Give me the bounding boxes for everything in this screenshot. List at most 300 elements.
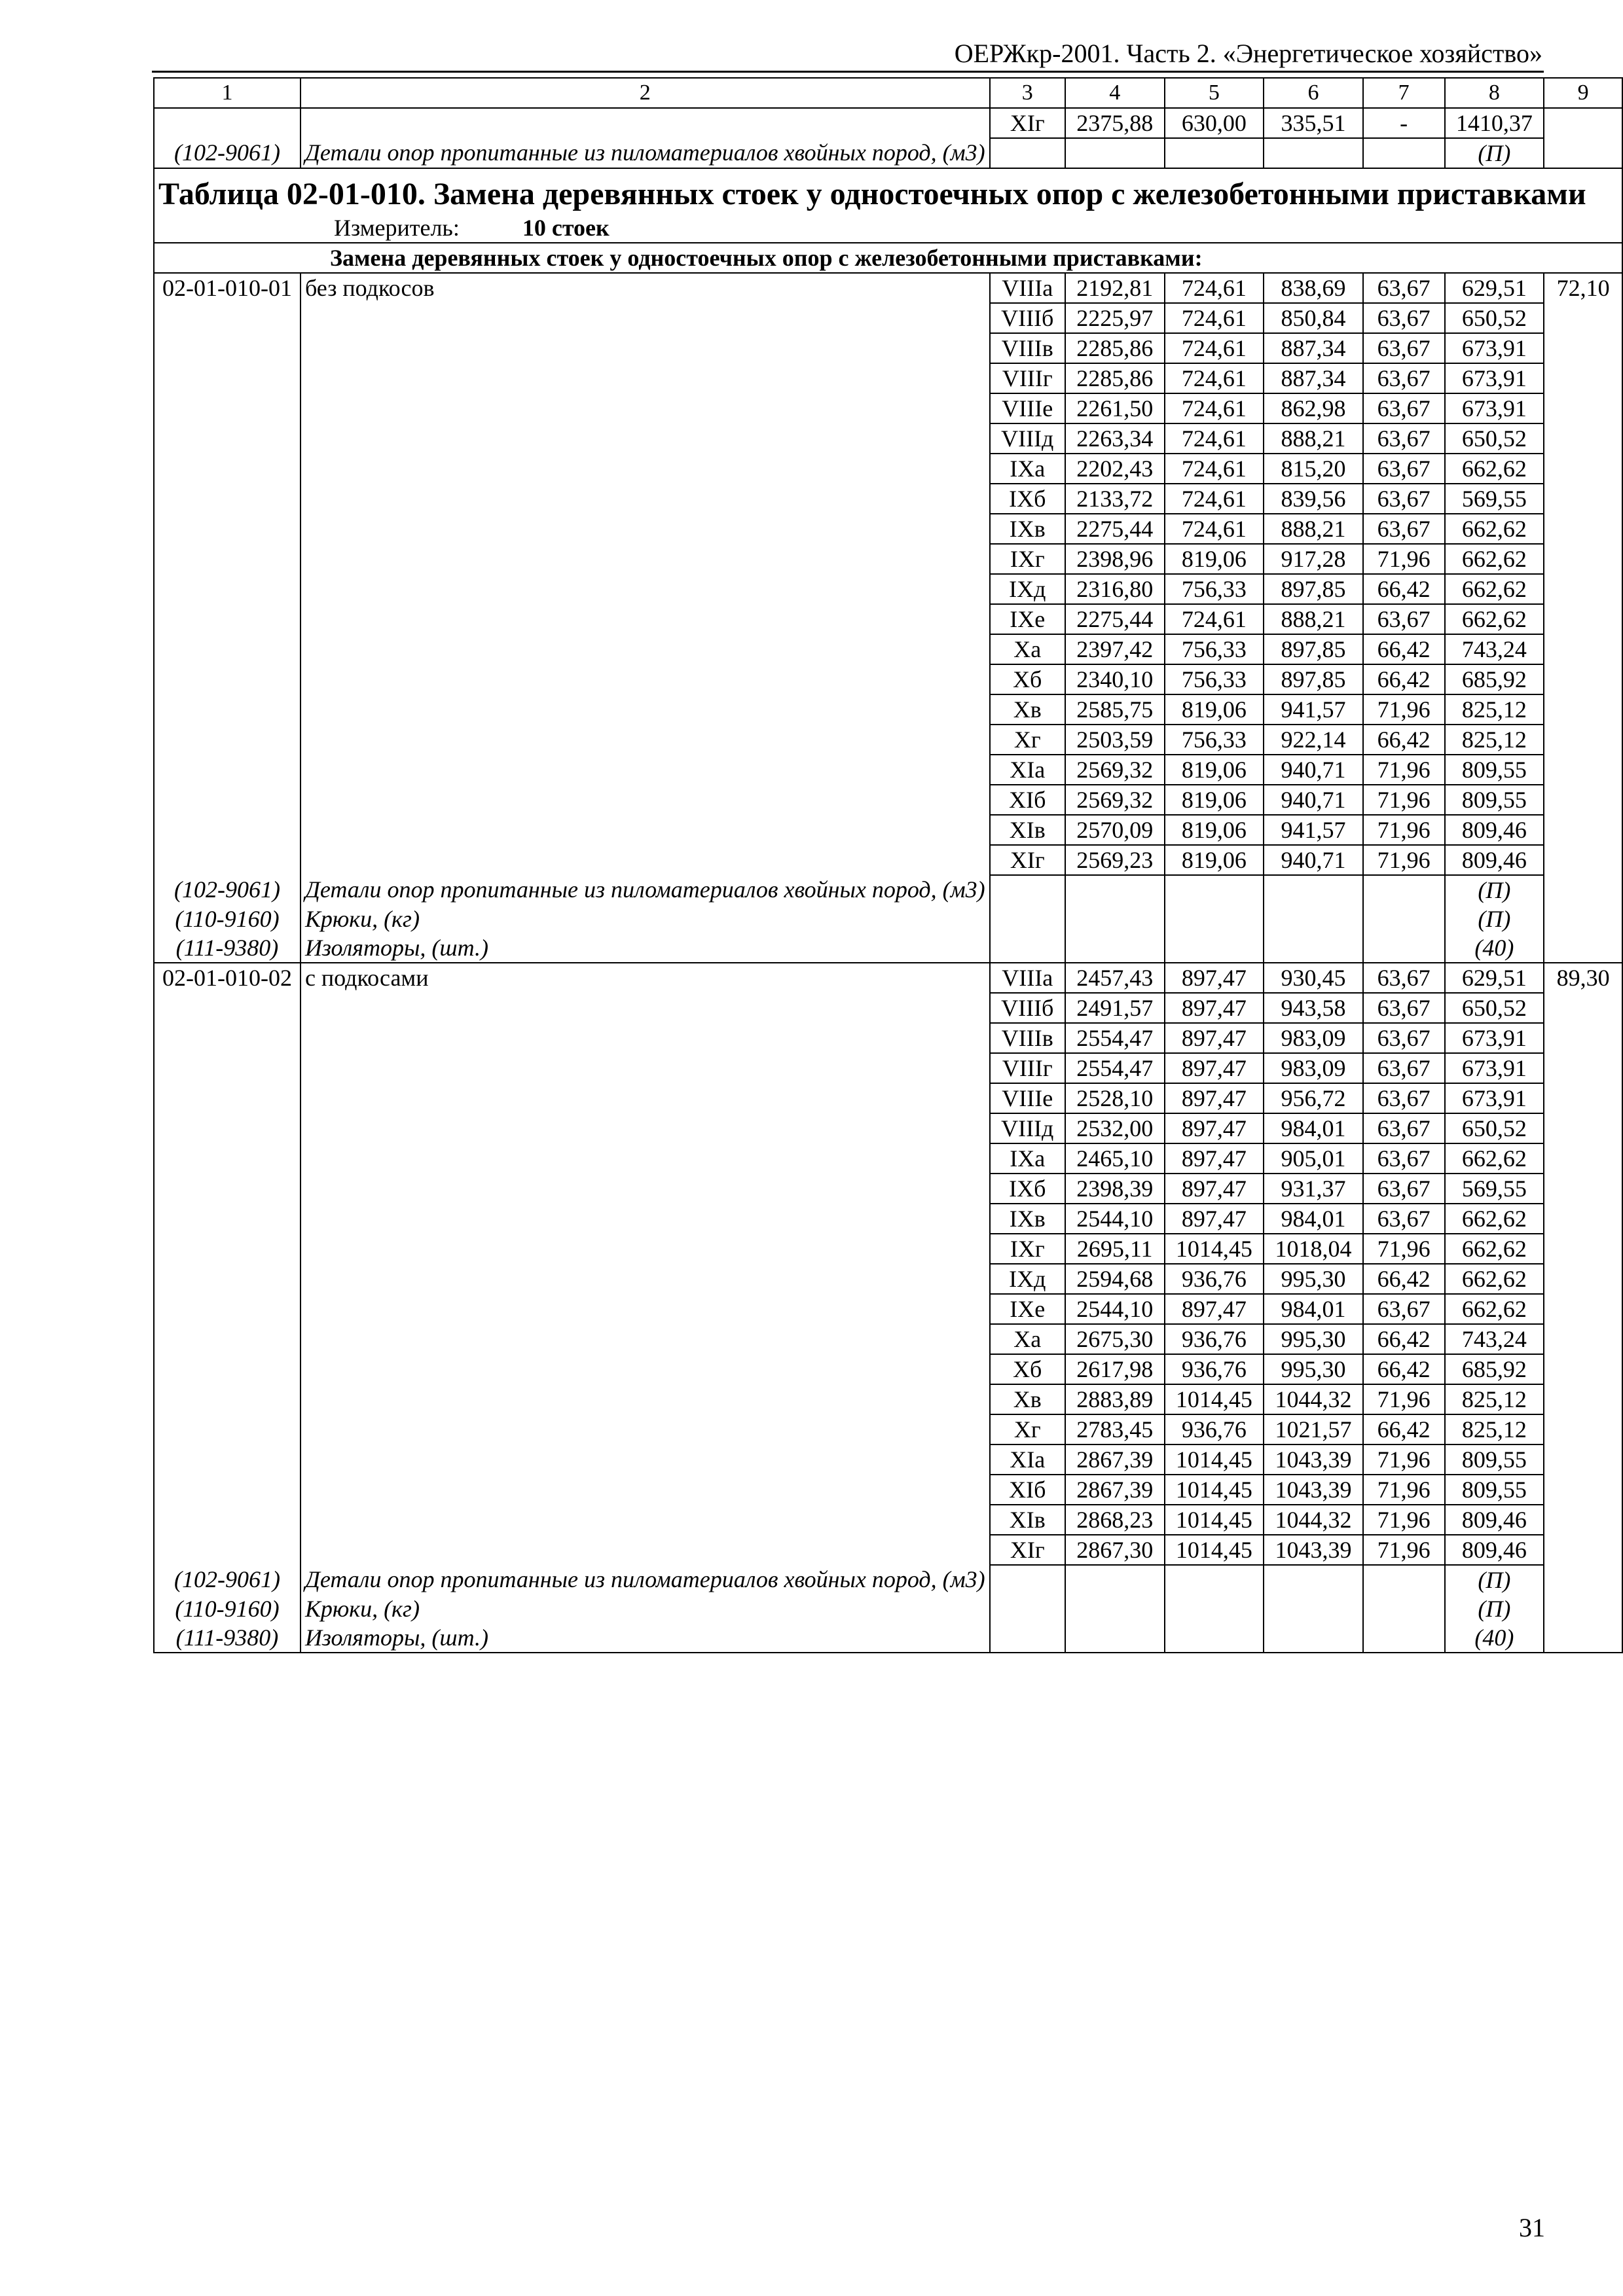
value-cell: 819,06 xyxy=(1165,544,1264,574)
column-number: 6 xyxy=(1264,78,1363,108)
resource-row xyxy=(154,933,1622,963)
value-cell: 662,62 xyxy=(1445,604,1544,634)
resource-row xyxy=(154,875,1622,905)
zone-cell: XIв xyxy=(990,1505,1065,1535)
value-cell: 756,33 xyxy=(1165,634,1264,664)
table-row xyxy=(154,1384,1622,1414)
value-cell: 662,62 xyxy=(1445,1264,1544,1294)
value-cell: 756,33 xyxy=(1165,664,1264,694)
value-cell: 887,34 xyxy=(1264,333,1363,363)
column-number: 4 xyxy=(1065,78,1165,108)
value-cell: 887,34 xyxy=(1264,363,1363,393)
value-cell: 650,52 xyxy=(1445,303,1544,333)
value-cell: 2569,23 xyxy=(1065,845,1165,875)
value-cell: 2275,44 xyxy=(1065,604,1165,634)
zone-cell: IXа xyxy=(990,1143,1065,1174)
value-cell: 897,47 xyxy=(1165,1204,1264,1234)
value-cell: 897,47 xyxy=(1165,1083,1264,1113)
value-cell: 983,09 xyxy=(1264,1023,1363,1053)
value-cell: 724,61 xyxy=(1165,484,1264,514)
value-cell: 662,62 xyxy=(1445,574,1544,604)
value-cell: 1043,39 xyxy=(1264,1535,1363,1565)
table-row xyxy=(154,604,1622,634)
value-cell: 71,96 xyxy=(1363,785,1445,815)
value-cell: 897,47 xyxy=(1165,993,1264,1023)
value-cell: 995,30 xyxy=(1264,1264,1363,1294)
resource-row xyxy=(154,138,1622,168)
value-cell: 743,24 xyxy=(1445,1324,1544,1354)
value-cell: 629,51 xyxy=(1445,963,1544,993)
value-cell: 956,72 xyxy=(1264,1083,1363,1113)
value-cell: 2867,39 xyxy=(1065,1444,1165,1475)
value-cell: 1044,32 xyxy=(1264,1384,1363,1414)
value-cell: 819,06 xyxy=(1165,845,1264,875)
value-cell: 66,42 xyxy=(1363,1414,1445,1444)
item-code: 02-01-010-01 xyxy=(154,273,301,303)
value-cell: 662,62 xyxy=(1445,1234,1544,1264)
resource-name: Детали опор пропитанные из пиломатериалов хвойных пород, (м3) xyxy=(301,875,990,905)
value-cell: 2594,68 xyxy=(1065,1264,1165,1294)
table-row xyxy=(154,634,1622,664)
resource-value: (П) xyxy=(1445,875,1544,905)
column-number: 2 xyxy=(301,78,990,108)
table-row xyxy=(154,815,1622,845)
zone-cell: VIIIе xyxy=(990,1083,1065,1113)
value-cell: 897,85 xyxy=(1264,664,1363,694)
value-cell: 569,55 xyxy=(1445,484,1544,514)
value-cell: 2554,47 xyxy=(1065,1023,1165,1053)
table-row xyxy=(154,1174,1622,1204)
value-cell: 66,42 xyxy=(1363,664,1445,694)
value-cell: 2263,34 xyxy=(1065,423,1165,454)
value-cell: 63,67 xyxy=(1363,484,1445,514)
table-row xyxy=(154,963,1622,993)
zone-cell: Xб xyxy=(990,664,1065,694)
value-cell: 2532,00 xyxy=(1065,1113,1165,1143)
value-cell: - xyxy=(1363,108,1445,138)
table-row xyxy=(154,484,1622,514)
zone-cell: Xг xyxy=(990,1414,1065,1444)
value-cell: 809,55 xyxy=(1445,785,1544,815)
value-cell: 685,92 xyxy=(1445,664,1544,694)
value-cell: 662,62 xyxy=(1445,1204,1544,1234)
value-cell: 662,62 xyxy=(1445,1294,1544,1324)
value-cell: 936,76 xyxy=(1165,1264,1264,1294)
value-cell: 819,06 xyxy=(1165,785,1264,815)
table-row xyxy=(154,1204,1622,1234)
value-cell: 1018,04 xyxy=(1264,1234,1363,1264)
value-cell: 673,91 xyxy=(1445,1053,1544,1083)
item-total: 72,10 xyxy=(1544,273,1622,303)
value-cell: 2202,43 xyxy=(1065,454,1165,484)
value-cell: 2316,80 xyxy=(1065,574,1165,604)
value-cell: 2340,10 xyxy=(1065,664,1165,694)
zone-cell: Xг xyxy=(990,725,1065,755)
zone-cell: VIIIе xyxy=(990,393,1065,423)
resource-value: (40) xyxy=(1445,1623,1544,1653)
value-cell: 984,01 xyxy=(1264,1294,1363,1324)
value-cell: 940,71 xyxy=(1264,755,1363,785)
value-cell: 809,55 xyxy=(1445,755,1544,785)
table-row xyxy=(154,1234,1622,1264)
value-cell: 63,67 xyxy=(1363,514,1445,544)
table-row xyxy=(154,1535,1622,1565)
table-subheading: Замена деревянных стоек у одностоечных опор с железобетонными приставками: xyxy=(154,243,1622,273)
resource-value: (П) xyxy=(1445,138,1544,168)
value-cell: 1014,45 xyxy=(1165,1444,1264,1475)
value-cell: 63,67 xyxy=(1363,963,1445,993)
resource-value: (40) xyxy=(1445,933,1544,963)
value-cell: 630,00 xyxy=(1165,108,1264,138)
value-cell: 673,91 xyxy=(1445,1023,1544,1053)
meter-value: 10 стоек xyxy=(522,215,610,241)
value-cell: 71,96 xyxy=(1363,1535,1445,1565)
value-cell: 2398,39 xyxy=(1065,1174,1165,1204)
resource-row xyxy=(154,1623,1622,1653)
zone-cell: VIIIа xyxy=(990,273,1065,303)
zone-cell: IXв xyxy=(990,1204,1065,1234)
value-cell: 2285,86 xyxy=(1065,333,1165,363)
page-number: 31 xyxy=(1519,2213,1545,2242)
value-cell: 63,67 xyxy=(1363,1023,1445,1053)
value-cell: 63,67 xyxy=(1363,333,1445,363)
value-cell: 809,46 xyxy=(1445,1505,1544,1535)
table-row xyxy=(154,1414,1622,1444)
zone-cell: XIб xyxy=(990,1475,1065,1505)
value-cell: 71,96 xyxy=(1363,1444,1445,1475)
value-cell: 1014,45 xyxy=(1165,1535,1264,1565)
resource-name: Детали опор пропитанные из пиломатериалов хвойных пород, (м3) xyxy=(301,138,990,168)
value-cell: 2375,88 xyxy=(1065,108,1165,138)
value-cell: 2503,59 xyxy=(1065,725,1165,755)
zone-cell: XIв xyxy=(990,815,1065,845)
value-cell: 862,98 xyxy=(1264,393,1363,423)
table-row xyxy=(154,574,1622,604)
value-cell: 2192,81 xyxy=(1065,273,1165,303)
zone-cell: IXб xyxy=(990,1174,1065,1204)
value-cell: 1014,45 xyxy=(1165,1475,1264,1505)
column-number: 1 xyxy=(154,78,301,108)
value-cell: 2397,42 xyxy=(1065,634,1165,664)
item-total: 89,30 xyxy=(1544,963,1622,993)
meter-line xyxy=(158,213,1618,242)
value-cell: 809,46 xyxy=(1445,1535,1544,1565)
table-row xyxy=(154,333,1622,363)
value-cell: 897,47 xyxy=(1165,1113,1264,1143)
value-cell: 71,96 xyxy=(1363,845,1445,875)
value-cell: 838,69 xyxy=(1264,273,1363,303)
value-cell: 897,47 xyxy=(1165,963,1264,993)
value-cell: 63,67 xyxy=(1363,393,1445,423)
zone-cell: XIг xyxy=(990,845,1065,875)
resource-row xyxy=(154,1594,1622,1623)
value-cell: 569,55 xyxy=(1445,1174,1544,1204)
value-cell: 995,30 xyxy=(1264,1354,1363,1384)
column-number: 9 xyxy=(1544,78,1622,108)
zone-cell: IXг xyxy=(990,544,1065,574)
subheading-row xyxy=(154,243,1622,273)
table-title: Таблица 02-01-010. Замена деревянных стоек у одностоечных опор с железобетонными приставками xyxy=(158,177,1586,211)
value-cell: 897,47 xyxy=(1165,1023,1264,1053)
resource-name: Крюки, (кг) xyxy=(301,1594,990,1623)
value-cell: 71,96 xyxy=(1363,755,1445,785)
table-row xyxy=(154,1053,1622,1083)
value-cell: 1043,39 xyxy=(1264,1475,1363,1505)
zone-cell: VIIIа xyxy=(990,963,1065,993)
table-row xyxy=(154,363,1622,393)
value-cell: 809,55 xyxy=(1445,1444,1544,1475)
value-cell: 984,01 xyxy=(1264,1113,1363,1143)
value-cell: 63,67 xyxy=(1363,1083,1445,1113)
value-cell: 63,67 xyxy=(1363,1053,1445,1083)
value-cell: 673,91 xyxy=(1445,333,1544,363)
value-cell: 71,96 xyxy=(1363,544,1445,574)
value-cell: 2585,75 xyxy=(1065,694,1165,725)
value-cell: 71,96 xyxy=(1363,1475,1445,1505)
value-cell: 2544,10 xyxy=(1065,1204,1165,1234)
item-code: 02-01-010-02 xyxy=(154,963,301,993)
table-row xyxy=(154,785,1622,815)
value-cell: 63,67 xyxy=(1363,1204,1445,1234)
table-row xyxy=(154,1475,1622,1505)
table-row xyxy=(154,845,1622,875)
value-cell: 983,09 xyxy=(1264,1053,1363,1083)
zone-cell: Xа xyxy=(990,1324,1065,1354)
table-row xyxy=(154,1264,1622,1294)
value-cell: 63,67 xyxy=(1363,993,1445,1023)
value-cell: 2261,50 xyxy=(1065,393,1165,423)
zone-cell: XIг xyxy=(990,108,1065,138)
value-cell: 66,42 xyxy=(1363,1354,1445,1384)
zone-cell: XIб xyxy=(990,785,1065,815)
value-cell: 917,28 xyxy=(1264,544,1363,574)
value-cell: 2528,10 xyxy=(1065,1083,1165,1113)
table-row xyxy=(154,1023,1622,1053)
column-number: 3 xyxy=(990,78,1065,108)
table-row xyxy=(154,755,1622,785)
value-cell: 650,52 xyxy=(1445,1113,1544,1143)
item-name: без подкосов xyxy=(301,273,990,303)
zone-cell: VIIIб xyxy=(990,993,1065,1023)
value-cell: 756,33 xyxy=(1165,725,1264,755)
resource-code: (102-9061) xyxy=(154,1565,301,1594)
value-cell: 629,51 xyxy=(1445,273,1544,303)
value-cell: 2225,97 xyxy=(1065,303,1165,333)
table-row xyxy=(154,423,1622,454)
resource-code: (102-9061) xyxy=(154,875,301,905)
value-cell: 63,67 xyxy=(1363,363,1445,393)
resource-code: (110-9160) xyxy=(154,905,301,933)
table-row xyxy=(154,694,1622,725)
value-cell: 1014,45 xyxy=(1165,1505,1264,1535)
meter-label: Измеритель: xyxy=(334,215,460,241)
table-row xyxy=(154,664,1622,694)
value-cell: 850,84 xyxy=(1264,303,1363,333)
value-cell: 724,61 xyxy=(1165,303,1264,333)
column-number: 7 xyxy=(1363,78,1445,108)
column-number: 5 xyxy=(1165,78,1264,108)
value-cell: 1014,45 xyxy=(1165,1384,1264,1414)
value-cell: 63,67 xyxy=(1363,273,1445,303)
zone-cell: IXе xyxy=(990,1294,1065,1324)
value-cell: 673,91 xyxy=(1445,363,1544,393)
table-row xyxy=(154,393,1622,423)
table-row xyxy=(154,273,1622,303)
value-cell: 819,06 xyxy=(1165,694,1264,725)
zone-cell: VIIIв xyxy=(990,1023,1065,1053)
zone-cell: IXе xyxy=(990,604,1065,634)
zone-cell: VIIIб xyxy=(990,303,1065,333)
value-cell: 897,47 xyxy=(1165,1294,1264,1324)
estimate-table xyxy=(153,77,1623,1653)
value-cell: 66,42 xyxy=(1363,574,1445,604)
zone-cell: XIа xyxy=(990,1444,1065,1475)
value-cell: 825,12 xyxy=(1445,1414,1544,1444)
value-cell: 897,85 xyxy=(1264,634,1363,664)
value-cell: 724,61 xyxy=(1165,273,1264,303)
value-cell: 71,96 xyxy=(1363,815,1445,845)
value-cell: 825,12 xyxy=(1445,725,1544,755)
value-cell: 936,76 xyxy=(1165,1354,1264,1384)
value-cell: 936,76 xyxy=(1165,1414,1264,1444)
value-cell: 756,33 xyxy=(1165,574,1264,604)
value-cell: 662,62 xyxy=(1445,454,1544,484)
value-cell: 63,67 xyxy=(1363,423,1445,454)
value-cell: 995,30 xyxy=(1264,1324,1363,1354)
value-cell: 63,67 xyxy=(1363,303,1445,333)
page-header: ОЕРЖкр-2001. Часть 2. «Энергетическое хозяйство» xyxy=(954,39,1542,68)
value-cell: 2868,23 xyxy=(1065,1505,1165,1535)
value-cell: 685,92 xyxy=(1445,1354,1544,1384)
value-cell: 897,47 xyxy=(1165,1053,1264,1083)
zone-cell: Xв xyxy=(990,694,1065,725)
value-cell: 63,67 xyxy=(1363,604,1445,634)
resource-name: Изоляторы, (шт.) xyxy=(301,933,990,963)
resource-name: Крюки, (кг) xyxy=(301,905,990,933)
value-cell: 897,47 xyxy=(1165,1143,1264,1174)
zone-cell: XIа xyxy=(990,755,1065,785)
table-row xyxy=(154,1083,1622,1113)
value-cell: 943,58 xyxy=(1264,993,1363,1023)
value-cell: 63,67 xyxy=(1363,454,1445,484)
zone-cell: VIIIд xyxy=(990,1113,1065,1143)
value-cell: 724,61 xyxy=(1165,454,1264,484)
table-row xyxy=(154,108,1622,138)
value-cell: 650,52 xyxy=(1445,993,1544,1023)
table-row xyxy=(154,514,1622,544)
header-divider xyxy=(152,71,1544,73)
value-cell: 2491,57 xyxy=(1065,993,1165,1023)
zone-cell: VIIIв xyxy=(990,333,1065,363)
value-cell: 1021,57 xyxy=(1264,1414,1363,1444)
value-cell: 940,71 xyxy=(1264,785,1363,815)
value-cell: 1044,32 xyxy=(1264,1505,1363,1535)
value-cell: 2675,30 xyxy=(1065,1324,1165,1354)
resource-value: (П) xyxy=(1445,905,1544,933)
value-cell: 66,42 xyxy=(1363,1324,1445,1354)
value-cell: 1410,37 xyxy=(1445,108,1544,138)
value-cell: 662,62 xyxy=(1445,1143,1544,1174)
value-cell: 2617,98 xyxy=(1065,1354,1165,1384)
zone-cell: IXв xyxy=(990,514,1065,544)
table-row xyxy=(154,544,1622,574)
value-cell: 819,06 xyxy=(1165,815,1264,845)
value-cell: 724,61 xyxy=(1165,393,1264,423)
value-cell: 2569,32 xyxy=(1065,755,1165,785)
zone-cell: Xв xyxy=(990,1384,1065,1414)
value-cell: 809,55 xyxy=(1445,1475,1544,1505)
zone-cell: IXд xyxy=(990,574,1065,604)
value-cell: 2570,09 xyxy=(1065,815,1165,845)
value-cell: 724,61 xyxy=(1165,423,1264,454)
value-cell: 71,96 xyxy=(1363,694,1445,725)
value-cell: 2554,47 xyxy=(1065,1053,1165,1083)
table-row xyxy=(154,1505,1622,1535)
zone-cell: Xа xyxy=(990,634,1065,664)
zone-cell: VIIIг xyxy=(990,363,1065,393)
value-cell: 941,57 xyxy=(1264,694,1363,725)
resource-row xyxy=(154,905,1622,933)
resource-value: (П) xyxy=(1445,1594,1544,1623)
value-cell: 809,46 xyxy=(1445,815,1544,845)
resource-code: (102-9061) xyxy=(154,138,301,168)
value-cell: 888,21 xyxy=(1264,423,1363,454)
value-cell: 819,06 xyxy=(1165,755,1264,785)
zone-cell: Xб xyxy=(990,1354,1065,1384)
value-cell: 724,61 xyxy=(1165,514,1264,544)
zone-cell: IXг xyxy=(990,1234,1065,1264)
value-cell: 888,21 xyxy=(1264,514,1363,544)
value-cell: 2285,86 xyxy=(1065,363,1165,393)
value-cell: 931,37 xyxy=(1264,1174,1363,1204)
value-cell: 650,52 xyxy=(1445,423,1544,454)
zone-cell: XIг xyxy=(990,1535,1065,1565)
value-cell: 922,14 xyxy=(1264,725,1363,755)
value-cell: 673,91 xyxy=(1445,1083,1544,1113)
column-number: 8 xyxy=(1445,78,1544,108)
zone-cell: IXд xyxy=(990,1264,1065,1294)
value-cell: 905,01 xyxy=(1264,1143,1363,1174)
value-cell: 941,57 xyxy=(1264,815,1363,845)
value-cell: 839,56 xyxy=(1264,484,1363,514)
value-cell: 63,67 xyxy=(1363,1294,1445,1324)
resource-value: (П) xyxy=(1445,1565,1544,1594)
value-cell: 724,61 xyxy=(1165,604,1264,634)
zone-cell: VIIIг xyxy=(990,1053,1065,1083)
value-cell: 335,51 xyxy=(1264,108,1363,138)
resource-name: Детали опор пропитанные из пиломатериалов хвойных пород, (м3) xyxy=(301,1565,990,1594)
value-cell: 2569,32 xyxy=(1065,785,1165,815)
value-cell: 2883,89 xyxy=(1065,1384,1165,1414)
table-row xyxy=(154,1294,1622,1324)
value-cell: 940,71 xyxy=(1264,845,1363,875)
table-row xyxy=(154,993,1622,1023)
table-row xyxy=(154,303,1622,333)
table-row xyxy=(154,1354,1622,1384)
resource-name: Изоляторы, (шт.) xyxy=(301,1623,990,1653)
value-cell: 2695,11 xyxy=(1065,1234,1165,1264)
zone-cell: IXб xyxy=(990,484,1065,514)
value-cell: 724,61 xyxy=(1165,333,1264,363)
value-cell: 2783,45 xyxy=(1065,1414,1165,1444)
value-cell: 662,62 xyxy=(1445,514,1544,544)
resource-row xyxy=(154,1565,1622,1594)
resource-code: (111-9380) xyxy=(154,933,301,963)
zone-cell: VIIIд xyxy=(990,423,1065,454)
value-cell: 809,46 xyxy=(1445,845,1544,875)
table-title-row xyxy=(154,168,1622,243)
table-row xyxy=(154,1324,1622,1354)
